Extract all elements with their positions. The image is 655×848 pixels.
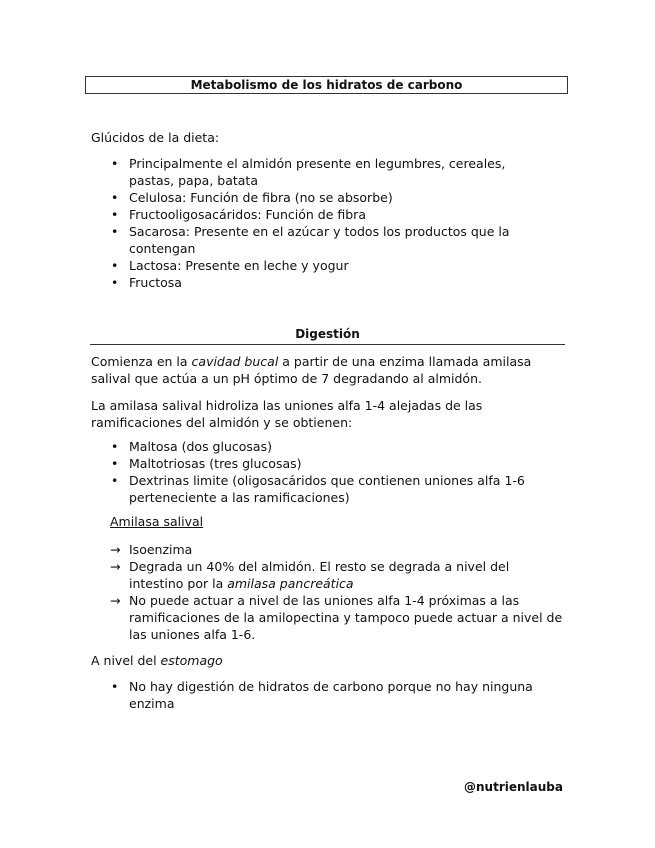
arrow-item [110, 541, 565, 558]
emphasis-amilasa-pancreatica: amilasa pancreática [227, 576, 354, 591]
list-item: • Fructooligosacáridos: Función de fibra [110, 206, 550, 223]
digestion-paragraph-1 [91, 353, 561, 387]
arrow-item-text: Degrada un 40% del almidón. El resto se degrada a nivel del intestino por la [129, 559, 510, 591]
text-run: A nivel del [91, 653, 161, 668]
list-item: • Maltosa (dos glucosas) [110, 438, 555, 455]
emphasis-cavidad-bucal: cavidad bucal [191, 354, 279, 369]
estomago-heading [91, 652, 561, 669]
arrow-icon: → [110, 593, 121, 608]
text-run: a partir de una enzima llamada amilasa salival que actúa a un pH óptimo de 7 degradando al almidón. [91, 354, 532, 386]
list-item: • Lactosa: Presente en leche y yogur [110, 257, 550, 274]
products-list [110, 438, 555, 506]
glucidos-heading: Glúcidos de la dieta: [91, 130, 220, 145]
list-item: • Sacarosa: Presente en el azúcar y todos los productos que la contengan [110, 223, 550, 257]
list-item: • Fructosa [110, 274, 550, 291]
arrow-item [110, 558, 565, 592]
list-item: • Principalmente el almidón presente en legumbres, cereales, pastas, papa, batata [110, 155, 550, 189]
arrow-item-text: No puede actuar a nivel de las uniones alfa 1-4 próximas a las ramificaciones de la amilopectina y tampoco puede actuar a nivel de las uniones alfa 1-6. [129, 593, 563, 642]
arrow-item-text: Isoenzima [129, 542, 193, 557]
document-title: Metabolismo de los hidratos de carbono [85, 76, 568, 94]
amilasa-arrow-list [110, 541, 565, 643]
author-handle: @nutrienlauba [464, 780, 563, 794]
list-item: • Dextrinas limite (oligosacáridos que contienen uniones alfa 1-6 perteneciente a las ramificaciones) [110, 472, 555, 506]
arrow-icon: → [110, 542, 121, 557]
list-item: • Maltotriosas (tres glucosas) [110, 455, 555, 472]
amilasa-salival-heading: Amilasa salival [110, 514, 204, 529]
list-item: • No hay digestión de hidratos de carbono porque no hay ninguna enzima [110, 678, 550, 712]
arrow-item [110, 592, 565, 643]
text-run: Comienza en la [91, 354, 192, 369]
list-item: • Celulosa: Función de fibra (no se absorbe) [110, 189, 550, 206]
digestion-paragraph-2: La amilasa salival hidroliza las uniones alfa 1-4 alejadas de las ramificaciones del almidón y se obtienen: [91, 398, 483, 430]
arrow-icon: → [110, 559, 121, 574]
emphasis-estomago: estomago [160, 653, 223, 668]
estomago-list [110, 678, 550, 712]
glucidos-list [110, 155, 550, 291]
digestion-heading: Digestión [90, 326, 565, 345]
